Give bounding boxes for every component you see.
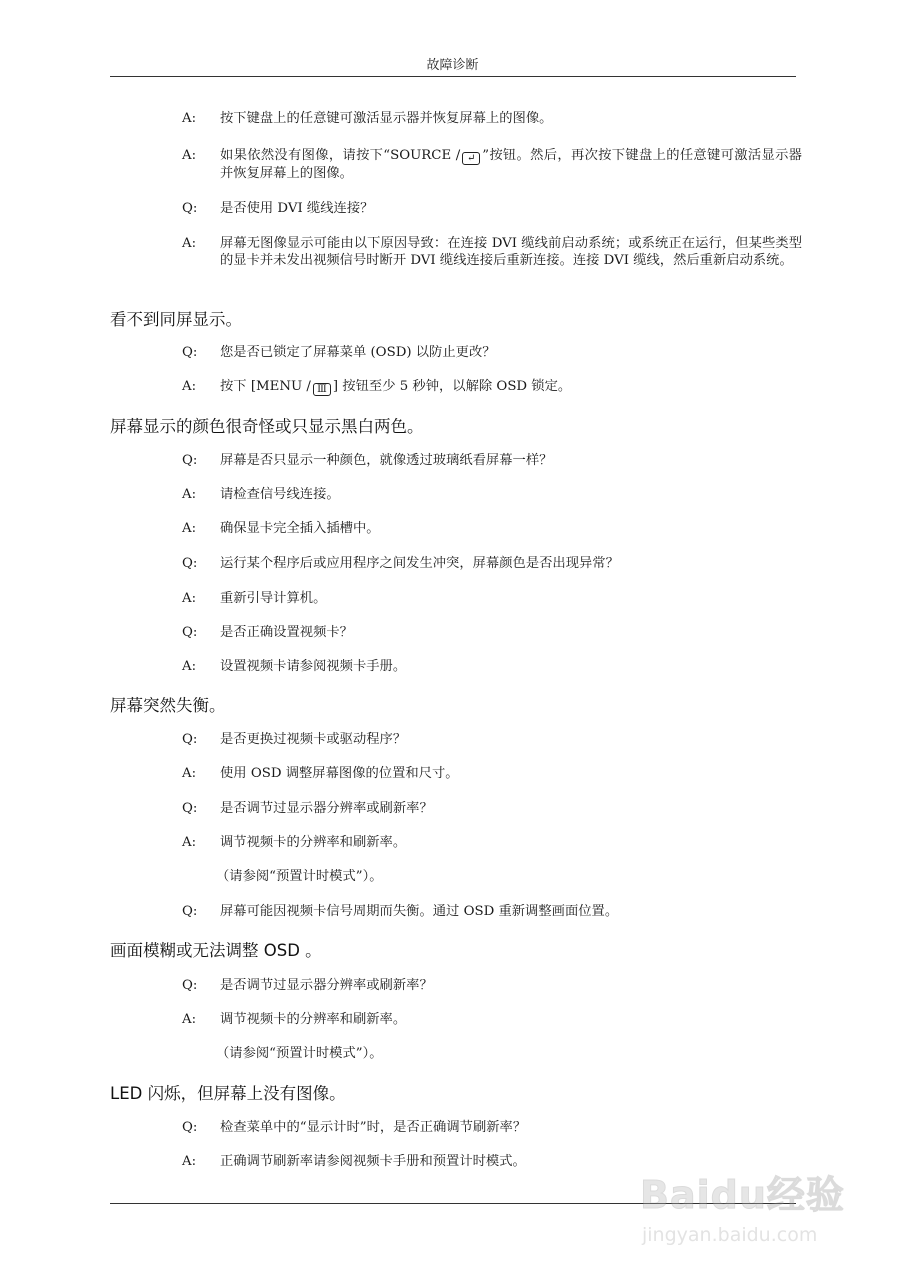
reference-note: （请参阅“预置计时模式”）。: [216, 869, 383, 884]
qa-tag: Q:: [182, 556, 198, 571]
question-item: [182, 624, 802, 641]
qa-text-part: ”按钮。然后，再次按下键盘上的任意键可激活显示器并恢复屏幕上的图像。: [220, 148, 802, 181]
qa-text: 确保显卡完全插入插槽中。: [220, 521, 380, 536]
qa-text: 是否调节过显示器分辨率或刷新率？: [220, 801, 433, 816]
reference-note: （请参阅“预置计时模式”）。: [216, 1046, 383, 1061]
header-rule: [110, 76, 796, 77]
question-item: [182, 555, 802, 572]
question-item: [182, 903, 802, 920]
qa-text: 请检查信号线连接。: [220, 487, 340, 502]
qa-text-part: 按下 [MENU /: [220, 379, 311, 394]
qa-tag: A:: [182, 659, 197, 674]
qa-text: 使用 OSD 调整屏幕图像的位置和尺寸。: [220, 766, 459, 781]
qa-tag: A:: [182, 591, 197, 606]
enter-key-icon: ↵: [462, 152, 480, 165]
page-header-title: 故障诊断: [426, 58, 479, 73]
qa-tag: Q:: [182, 201, 198, 216]
question-item: [182, 452, 802, 469]
qa-tag: Q:: [182, 978, 198, 993]
qa-tag: Q:: [182, 801, 198, 816]
qa-tag: A:: [182, 148, 197, 163]
question-item: [182, 1119, 802, 1136]
answer-item: [182, 520, 802, 537]
answer-item: [182, 378, 802, 396]
section-heading: 屏幕突然失衡。: [110, 696, 226, 715]
answer-item: [182, 110, 802, 127]
qa-text: 调节视频卡的分辨率和刷新率。: [220, 1012, 407, 1027]
qa-text: 是否正确设置视频卡？: [220, 625, 353, 640]
section-heading: 看不到同屏显示。: [110, 310, 242, 329]
question-item: [182, 800, 802, 817]
qa-tag: Q:: [182, 345, 198, 360]
qa-text: 运行某个程序后或应用程序之间发生冲突，屏幕颜色是否出现异常？: [220, 556, 619, 571]
qa-text: 您是否已锁定了屏幕菜单 (OSD) 以防止更改？: [220, 345, 496, 360]
answer-item: [182, 486, 802, 503]
question-item: [182, 977, 802, 994]
question-item: [182, 731, 802, 748]
qa-text: 检查菜单中的“显示计时”时，是否正确调节刷新率？: [220, 1120, 527, 1135]
qa-text: 是否更换过视频卡或驱动程序？: [220, 732, 407, 747]
baidu-watermark: [640, 1140, 870, 1260]
qa-tag: A:: [182, 487, 197, 502]
menu-key-icon: Ⅲ: [313, 383, 331, 396]
qa-tag: A:: [182, 1012, 197, 1027]
qa-text: 屏幕可能因视频卡信号周期而失衡。通过 OSD 重新调整画面位置。: [220, 904, 619, 919]
answer-item: [182, 147, 802, 182]
qa-text-part: ] 按钮至少 5 秒钟，以解除 OSD 锁定。: [332, 379, 572, 394]
qa-text: [220, 378, 802, 396]
qa-tag: Q:: [182, 732, 198, 747]
qa-tag: Q:: [182, 625, 198, 640]
watermark-url: jingyan.baidu.com: [642, 1224, 818, 1246]
answer-item: [182, 1011, 802, 1028]
question-item: [182, 344, 802, 361]
qa-text: 设置视频卡请参阅视频卡手册。: [220, 659, 407, 674]
watermark-brand: Baidu经验: [640, 1173, 845, 1217]
qa-text: [220, 147, 802, 182]
qa-tag: A:: [182, 236, 197, 251]
answer-item: [182, 834, 802, 851]
qa-tag: Q:: [182, 1120, 198, 1135]
qa-text-part: 如果依然没有图像，请按下“SOURCE /: [220, 148, 461, 163]
answer-item: [182, 765, 802, 782]
qa-tag: Q:: [182, 453, 198, 468]
qa-text: 正确调节刷新率请参阅视频卡手册和预置计时模式。: [220, 1154, 526, 1169]
qa-tag: A:: [182, 766, 197, 781]
qa-tag: A:: [182, 835, 197, 850]
qa-text: 屏幕无图像显示可能由以下原因导致：在连接 DVI 缆线前启动系统；或系统正在运行，但某些类型的显卡并未发出视频信号时断开 DVI 缆线连接后重新连接。连接 DVI 缆线，然后重新启动系统。: [220, 236, 802, 268]
section-heading: 屏幕显示的颜色很奇怪或只显示黑白两色。: [110, 417, 424, 436]
answer-item: [182, 658, 802, 675]
qa-tag: A:: [182, 521, 197, 536]
answer-item: [182, 590, 802, 607]
qa-text: 调节视频卡的分辨率和刷新率。: [220, 835, 407, 850]
qa-text: 重新引导计算机。: [220, 591, 327, 606]
qa-text: 屏幕是否只显示一种颜色，就像透过玻璃纸看屏幕一样？: [220, 453, 553, 468]
qa-text: 按下键盘上的任意键可激活显示器并恢复屏幕上的图像。: [220, 111, 553, 126]
qa-text: 是否调节过显示器分辨率或刷新率？: [220, 978, 433, 993]
qa-tag: Q:: [182, 904, 198, 919]
answer-item: [182, 235, 802, 269]
qa-tag: A:: [182, 1154, 197, 1169]
section-heading: 画面模糊或无法调整 OSD 。: [110, 941, 322, 960]
section-heading: LED 闪烁，但屏幕上没有图像。: [110, 1084, 346, 1103]
qa-tag: A:: [182, 379, 197, 394]
question-item: [182, 200, 802, 217]
qa-tag: A:: [182, 111, 197, 126]
qa-text: 是否使用 DVI 缆线连接？: [220, 201, 374, 216]
